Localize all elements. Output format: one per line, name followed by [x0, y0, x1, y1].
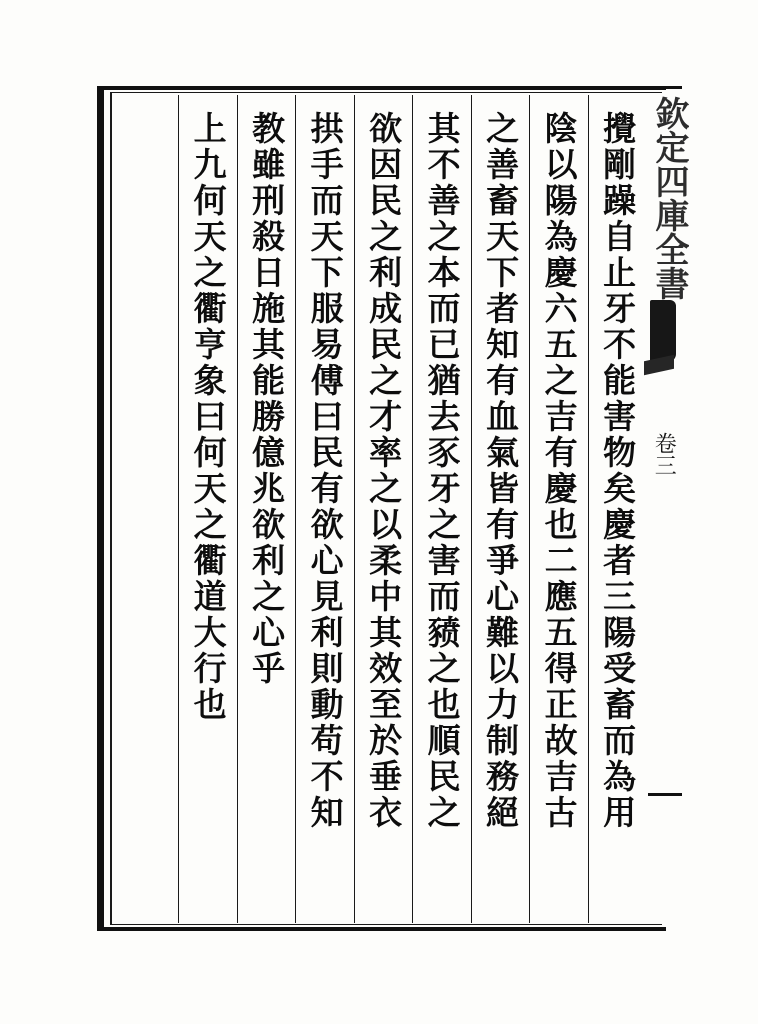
column-text: 陰以陽為慶六五之吉有慶也二應五得正故吉古 — [539, 111, 579, 831]
text-column-6 — [295, 95, 354, 923]
text-column-4 — [412, 95, 471, 923]
column-text: 之善畜天下者知有血氣皆有爭心難以力制務絕 — [481, 111, 521, 831]
text-column-2 — [529, 95, 588, 923]
book-title: 欽定四庫全書 — [649, 96, 689, 300]
text-column-7 — [237, 95, 296, 923]
text-column-5 — [354, 95, 413, 923]
text-column-container — [116, 95, 646, 923]
text-column-3 — [471, 95, 530, 923]
column-text: 上九何天之衢亨象曰何天之衢道大行也 — [188, 111, 228, 723]
column-text: 教雖刑殺日施其能勝億兆欲利之心乎 — [247, 111, 287, 687]
column-text: 其不善之本而已猶去豕牙之害而豮之也順民之 — [422, 111, 462, 831]
volume-label: 卷三 — [651, 432, 677, 476]
margin-rule-top — [652, 86, 682, 89]
text-column-8 — [178, 95, 237, 923]
margin-rule-middle — [648, 793, 682, 796]
column-text: 攪剛躁自止牙不能害物矣慶者三陽受畜而為用 — [598, 111, 638, 831]
column-text: 拱手而天下服易傅曰民有欲心見利則動苟不知 — [305, 111, 345, 831]
text-column-1 — [588, 95, 647, 923]
ink-smudge-mark — [650, 300, 676, 362]
column-text: 欲因民之利成民之才率之以柔中其效至於垂衣 — [364, 111, 404, 831]
